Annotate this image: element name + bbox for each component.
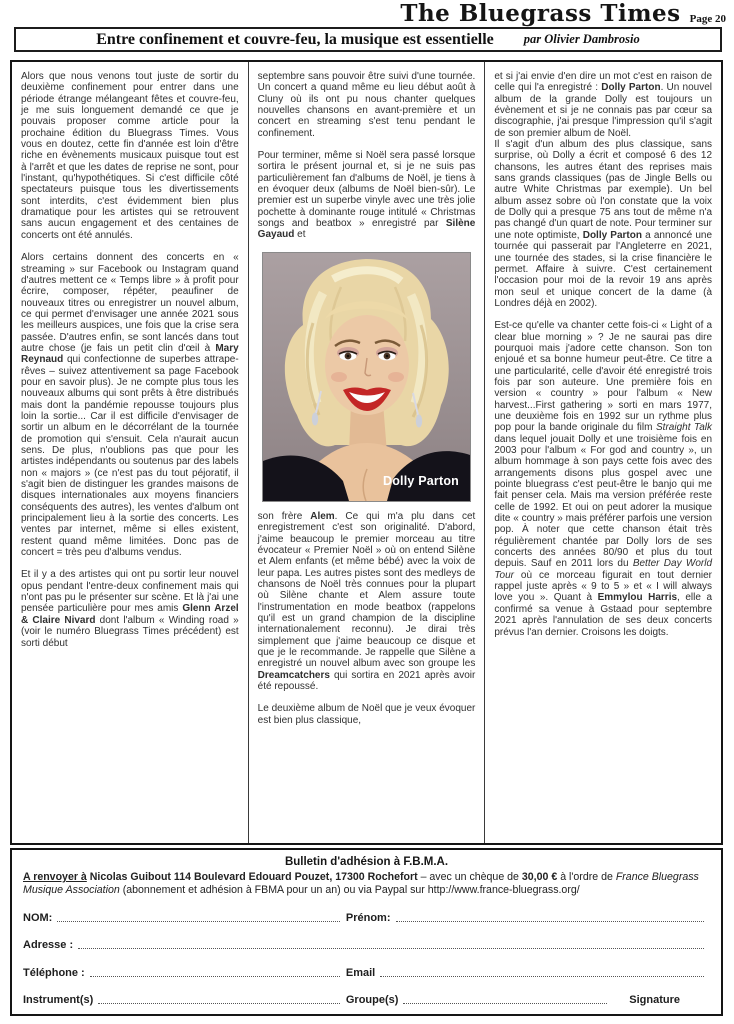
article-paragraph: [258, 71, 476, 139]
article-body: [10, 60, 723, 845]
text-run: Pour terminer, même si Noël sera passé lorsque sortira le présent journal et, si je ne suis pas particulièrement fan d'albums de Noël, je tiens à en évoquer deux (albums de Noël bien-sûr). Le premier est un superbe vinyle avec une très jolie pochette à dominante rouge intitulé « Christmas songs and beatbox » enregistré par: [257, 150, 476, 230]
column-2-top-paragraphs: [258, 71, 476, 241]
form-row-music: [23, 994, 710, 1006]
text-run: dont l'album « Winding road » (voir le numéro Bluegrass Times précédent) est sorti début: [21, 614, 239, 649]
text-run: Il s'agit d'un album des plus classique, sans surprise, où Dolly a écrit et composé 6 des 12 chansons, les autres étant des reprises mais sans grands classiques (pas de Jingle Bells ou autre White Christmas par exemple). Un bel album assez sobre où l'on constate que la voix de Dolly qui a presque 75 ans tout de même n'a pas changé d'un quart de note. Pour terminer sur une note optimiste,: [494, 139, 713, 241]
text-run: Silène Gayaud: [257, 218, 476, 241]
article-paragraph: [21, 252, 239, 558]
article-column-2: [249, 62, 486, 843]
article-paragraph: [494, 320, 712, 638]
form-title: Bulletin d'adhésion à F.B.M.A.: [284, 856, 449, 868]
article-column-1: [12, 62, 249, 843]
text-run: Nicolas Guibout 114 Boulevard Edouard Pouzet, 17300 Rochefort: [86, 871, 421, 883]
text-run: (abonnement et adhésion à FBMA pour un an) ou via Paypal sur http://www.france-bluegrass.org/: [119, 883, 580, 896]
text-run: Est-ce qu'elle va chanter cette fois-ci « Light of a clear blue morning » ? Je ne saurai pas dire pourquoi mais j'adore cette chanson. Son ton enjoué et sa bonne humeur peut-être. Ce titre a une particularité, celle d'avoir été enregistré trois fois par son auteure. Une première fois en version « country » pour l'album « New harvest...First gathering » sorti en mars 1977, une deuxième fois en 1992 sur un rythme plus pop pour la bande originale du film: [494, 320, 713, 434]
email-field-line: [380, 975, 704, 977]
text-run: A renvoyer à: [23, 871, 87, 883]
adresse-label: Adresse :: [23, 939, 74, 952]
text-run: Dolly Parton: [582, 229, 642, 241]
article-paragraph: [494, 139, 712, 309]
byline: par Olivier Dambrosio: [523, 32, 640, 46]
newspaper-title: The Bluegrass Times: [400, 0, 681, 27]
column-2-bottom-paragraphs: [258, 511, 476, 726]
form-row-address: [23, 939, 710, 951]
photo-caption: Dolly Parton: [382, 474, 459, 489]
article-paragraph: [258, 511, 476, 693]
nom-label: NOM:: [23, 911, 53, 924]
text-run: son frère: [257, 510, 311, 522]
adresse-field-line: [78, 947, 704, 949]
text-run: Mary Reynaud: [21, 342, 239, 366]
text-run: qui sortira en 2021 après avoir été repoussé.: [257, 669, 476, 692]
nom-field-line: [57, 920, 340, 922]
article-paragraph: [258, 150, 476, 241]
text-run: et: [294, 229, 306, 241]
signature-label: Signature: [629, 994, 680, 1007]
article-paragraph: [258, 703, 476, 726]
dolly-parton-photo: [262, 252, 471, 502]
article-column-3: [485, 62, 721, 843]
instruments-label: Instrument(s): [23, 994, 94, 1007]
masthead: [10, 0, 726, 26]
text-run: Dreamcatchers: [257, 669, 330, 681]
text-run: , elle a confirmé sa venue à Gstaad pour septembre 2021 après l'annulation de ses deux concerts prévus l'an dernier. Croisons les doigts.: [494, 592, 713, 638]
form-row-name: [23, 912, 710, 924]
prenom-field-line: [396, 920, 705, 922]
text-run: septembre sans pouvoir être suivi d'une tournée. Un concert a quand même eu lieu début août à Cluny où ils ont pu nous chanter quelques nouvelles chansons en avant-première et un concert en streaming s'est tenu pendant le confinement.: [257, 71, 476, 139]
article-title: Entre confinement et couvre-feu, la musique est essentielle: [96, 30, 494, 48]
text-run: qui confectionne de superbes attrape-rêves – suivez attentivement sa page Facebook pour en savoir plus). Je ne compte plus tous les nouveaux albums qui sont prêts à être distribués mais dont la pandémie repousse toujours plus loin la sortie... Car il est difficile d'envisager de sortir un album en le décorrélant de la tournée de promotion qui s'ensuit. Cela n'aurait aucun sens. De plus, n'oublions pas que pour les artistes indépendants ou soutenus par des labels non « majors » (ce n'est pas du tout péjoratif, il s'agit bien de distinguer les grandes maisons de disques internationales aux moyens financiers conséquents des autres), les ventes d'album ont principalement lieu à la sortie des concerts. Les ventes par internet, même si elles existent, restent quand même limitées. Donc pas de concert = très peu d'albums vendus.: [21, 354, 239, 559]
headline-box: [14, 27, 722, 52]
text-run: et si j'ai envie d'en dire un mot c'est en raison de celle qui l'a enregistré :: [494, 71, 713, 94]
text-run: à l'ordre de: [557, 871, 616, 883]
text-run: 30,00 €: [521, 871, 558, 883]
form-instructions: [23, 871, 710, 896]
text-run: Alors certains donnent des concerts en « streaming » sur Facebook ou Instagram quand d'autres mettent ce « Temps libre » à profit pour écrire, composer, répéter, peaufiner de nouveaux titres ou enregistrer un nouvel album, ce qui permet d'envisager une année 2021 sous les meilleurs auspices, une fois que la crise sera passée. D'autres enfin, se sont lancés dans tout autre chose (je fais un petit clin d'œil à: [21, 252, 239, 354]
text-run: . Un nouvel album de la grande Dolly est toujours un évènement et si je ne connais pas par cœur sa discographie, j'ai presque l'impression qu'il s'agit de son premier album de Noël.: [494, 82, 713, 139]
article-paragraph: [21, 71, 239, 241]
prenom-label: Prénom:: [345, 911, 391, 924]
groupes-field-line: [403, 1002, 607, 1004]
email-label: Email: [345, 966, 376, 979]
text-run: France Bluegrass Musique Association: [23, 871, 699, 896]
telephone-label: Téléphone :: [23, 966, 85, 979]
text-run: Better Day World Tour: [494, 558, 713, 581]
text-run: Le deuxième album de Noël que je veux évoquer est bien plus classique,: [257, 703, 476, 726]
telephone-field-line: [90, 975, 340, 977]
text-run: Emmylou Harris: [597, 592, 678, 604]
text-run: a annoncé une tournée qui passerait par l'Angleterre en 2021, une tournée des stades, si la crise financière le permet. Affaire à suivre. C'est certainement l'occasion pour moi de la revoir 19 ans après mon seul et unique concert de la dame (à Londres déjà en 2002).: [494, 229, 713, 309]
page-number: Page 20: [689, 13, 726, 25]
text-run: Dolly Parton: [601, 82, 661, 94]
form-row-contact: [23, 967, 710, 979]
text-run: – avec un chèque de: [420, 871, 522, 883]
article-paragraph: [21, 569, 239, 648]
portrait-illustration: [263, 253, 470, 501]
text-run: Glenn Arzel & Claire Nivard: [21, 603, 239, 626]
article-paragraph: [494, 71, 712, 139]
instruments-field-line: [98, 1002, 340, 1004]
text-run: Alem: [310, 510, 335, 522]
text-run: Alors que nous venons tout juste de sortir du deuxième confinement pour entrer dans une période étrange mélangeant fêtes et couvre-feu, je me suis longuement demandé ce que je pouvais proposer comme article pour la prochaine édition du Bluegrass Times. Vous vous en doutez, cette fin d'année est loin d'être riche en évènements musicaux puisque tout est à l'arrêt et que les dates de reprise ne sont, pour l'instant, qu'hypothétiques. Si c'est difficile côté spectateurs puisque tous les divertissements sont interdits, c'est évidemment bien plus dramatique pour les artistes qui se retrouvent sans aucun engagement et des centaines de concerts ont été annulés.: [21, 71, 239, 241]
membership-form: [10, 848, 723, 1016]
text-run: Et il y a des artistes qui ont pu sortir leur nouvel opus pendant l'entre-deux confinement mais qui n'ont pas pu le présenter sur scène. Et là j'ai une pensée particulière pour mes amis: [21, 569, 239, 615]
groupes-label: Groupe(s): [345, 994, 399, 1007]
text-run: Straight Talk: [656, 422, 713, 434]
text-run: où ce morceau figurait en tout dernier rappel juste après « 9 to 5 » et « I will always love you ». Quant à: [494, 569, 713, 604]
text-run: . Ce qui m'a plu dans cet enregistrement c'est son originalité. D'abord, j'aime beaucoup le premier morceau au titre évocateur « Premier Noël » où on entend Silène et Alem enfants (et même bébé) avec la voix de leur papa. Les autres pistes sont des medleys de chansons de Noël très connues pour la plupart où Silène chante et Alem assure toute l'instrumentation en mode beatbox (rappelons qu'il est un grand champion de la discipline internationalement reconnu). Je dirai très simplement que j'aime beaucoup ce disque et que je le recommande. Je rappelle que Silène a enregistré un nouvel album avec son groupe les: [257, 510, 476, 670]
text-run: dans lequel jouait Dolly et une troisième fois en 2003 pour l'album « For god and country », un album hommage à son pays cette fois avec des arrangements disons plus gospel avec une pointe bluegrass c'est peut-être le banjo qui me fait penser cela. Mais ma version préférée reste celle de 1992. Et oui on peut adorer la musique dite « country » mais préférer parfois une version pop. À noter que cette chanson était très régulièrement chantée par Dolly lors de ses concerts des années 80/90 et plus du tout depuis. Sauf en 2011 lors du: [494, 433, 713, 570]
